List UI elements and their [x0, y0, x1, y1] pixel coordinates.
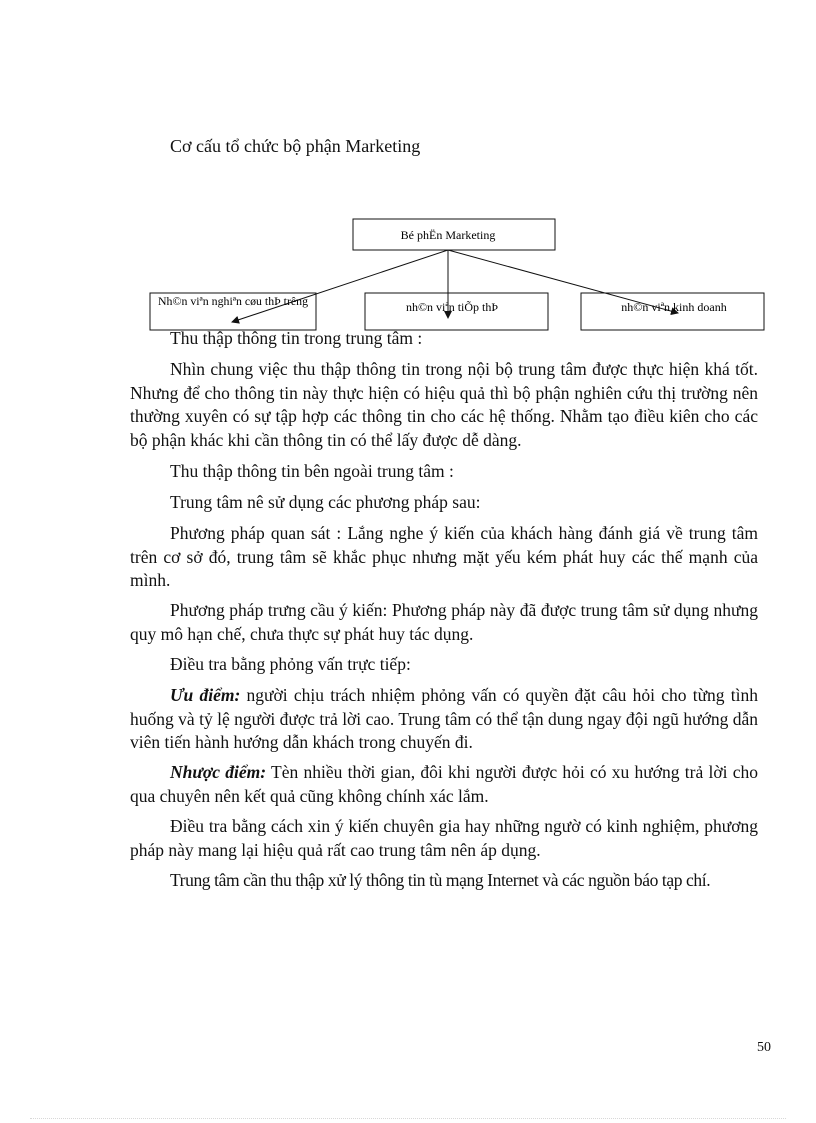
- survey-method: Phương pháp trưng cầu ý kiến: Phương pháp này đã được trung tâm sử dụng nhưng quy mô hạn chế, chưa thực sự phát huy tác dụng.: [130, 600, 758, 644]
- methods-intro: Trung tâm nê sử dụng các phương pháp sau:: [170, 492, 481, 512]
- pros-label: Ưu điểm:: [170, 685, 241, 705]
- org-label-research: Nh©n viªn nghiªn cøu thÞ trêng: [158, 296, 309, 308]
- internal-body: Nhìn chung việc thu thập thông tin trong nội bộ trung tâm được thực hiện khá tốt. Nhưng để cho thông tin này thực hiện có hiệu quả thì bộ phận nghiên cứu thị trường nên thường xuyên có sự tập hợp các thông tin cho các hệ thống. Nhằm tạo điều kiên cho các bộ phận khác khi cần thông tin có thể lấy được dễ dàng.: [130, 359, 758, 450]
- page-number: 50: [757, 1040, 771, 1055]
- org-label-top: Bé phËn Marketing: [400, 228, 496, 242]
- internal-title: Thu thập thông tin trong trung tâm :: [170, 328, 423, 348]
- cons-paragraph: [130, 761, 758, 808]
- org-label-marketing: nh©n viªn tiÕp thÞ: [405, 300, 499, 314]
- observation-method: Phương pháp quan sát : Lắng nghe ý kiến của khách hàng đánh giá về trung tâm trên cơ sở đó, trung tâm sẽ khắc phục nhưng mặt yếu kém phát huy các thế mạnh của mình.: [130, 523, 758, 590]
- footer-divider: [30, 1118, 786, 1119]
- page-heading: Cơ cấu tổ chức bộ phận Marketing: [170, 136, 421, 156]
- cons-text: Tèn nhiều thời gian, đôi khi người được hỏi có xu hướng trả lời cho qua chuyên nên kết quả cũng không chính xác lắm.: [130, 762, 758, 806]
- interview-title: Điều tra bằng phỏng vấn trực tiếp:: [170, 654, 411, 674]
- external-title: Thu thập thông tin bên ngoài trung tâm :: [170, 461, 454, 481]
- internet-method: Trung tâm cần thu thập xử lý thông tin tù mạng Internet và các nguồn báo tạp chí.: [170, 870, 711, 890]
- pros-paragraph: [130, 684, 758, 755]
- pros-text: người chịu trách nhiệm phỏng vấn có quyền đặt câu hỏi cho từng tình huống và tỷ lệ người được trả lời cao. Trung tâm có thể tận dung ngay đội ngũ hướng dẫn viên tiến hành hướng dẫn khách trong chuyến đi.: [130, 685, 758, 752]
- cons-label: Nhược điểm:: [170, 762, 267, 782]
- org-label-sales: nh©n viªn kinh doanh: [621, 300, 727, 314]
- expert-method: Điều tra bằng cách xin ý kiến chuyên gia hay những ngườ có kinh nghiệm, phương pháp này mang lại hiệu quả rất cao trung tâm nên áp dụng.: [130, 816, 758, 860]
